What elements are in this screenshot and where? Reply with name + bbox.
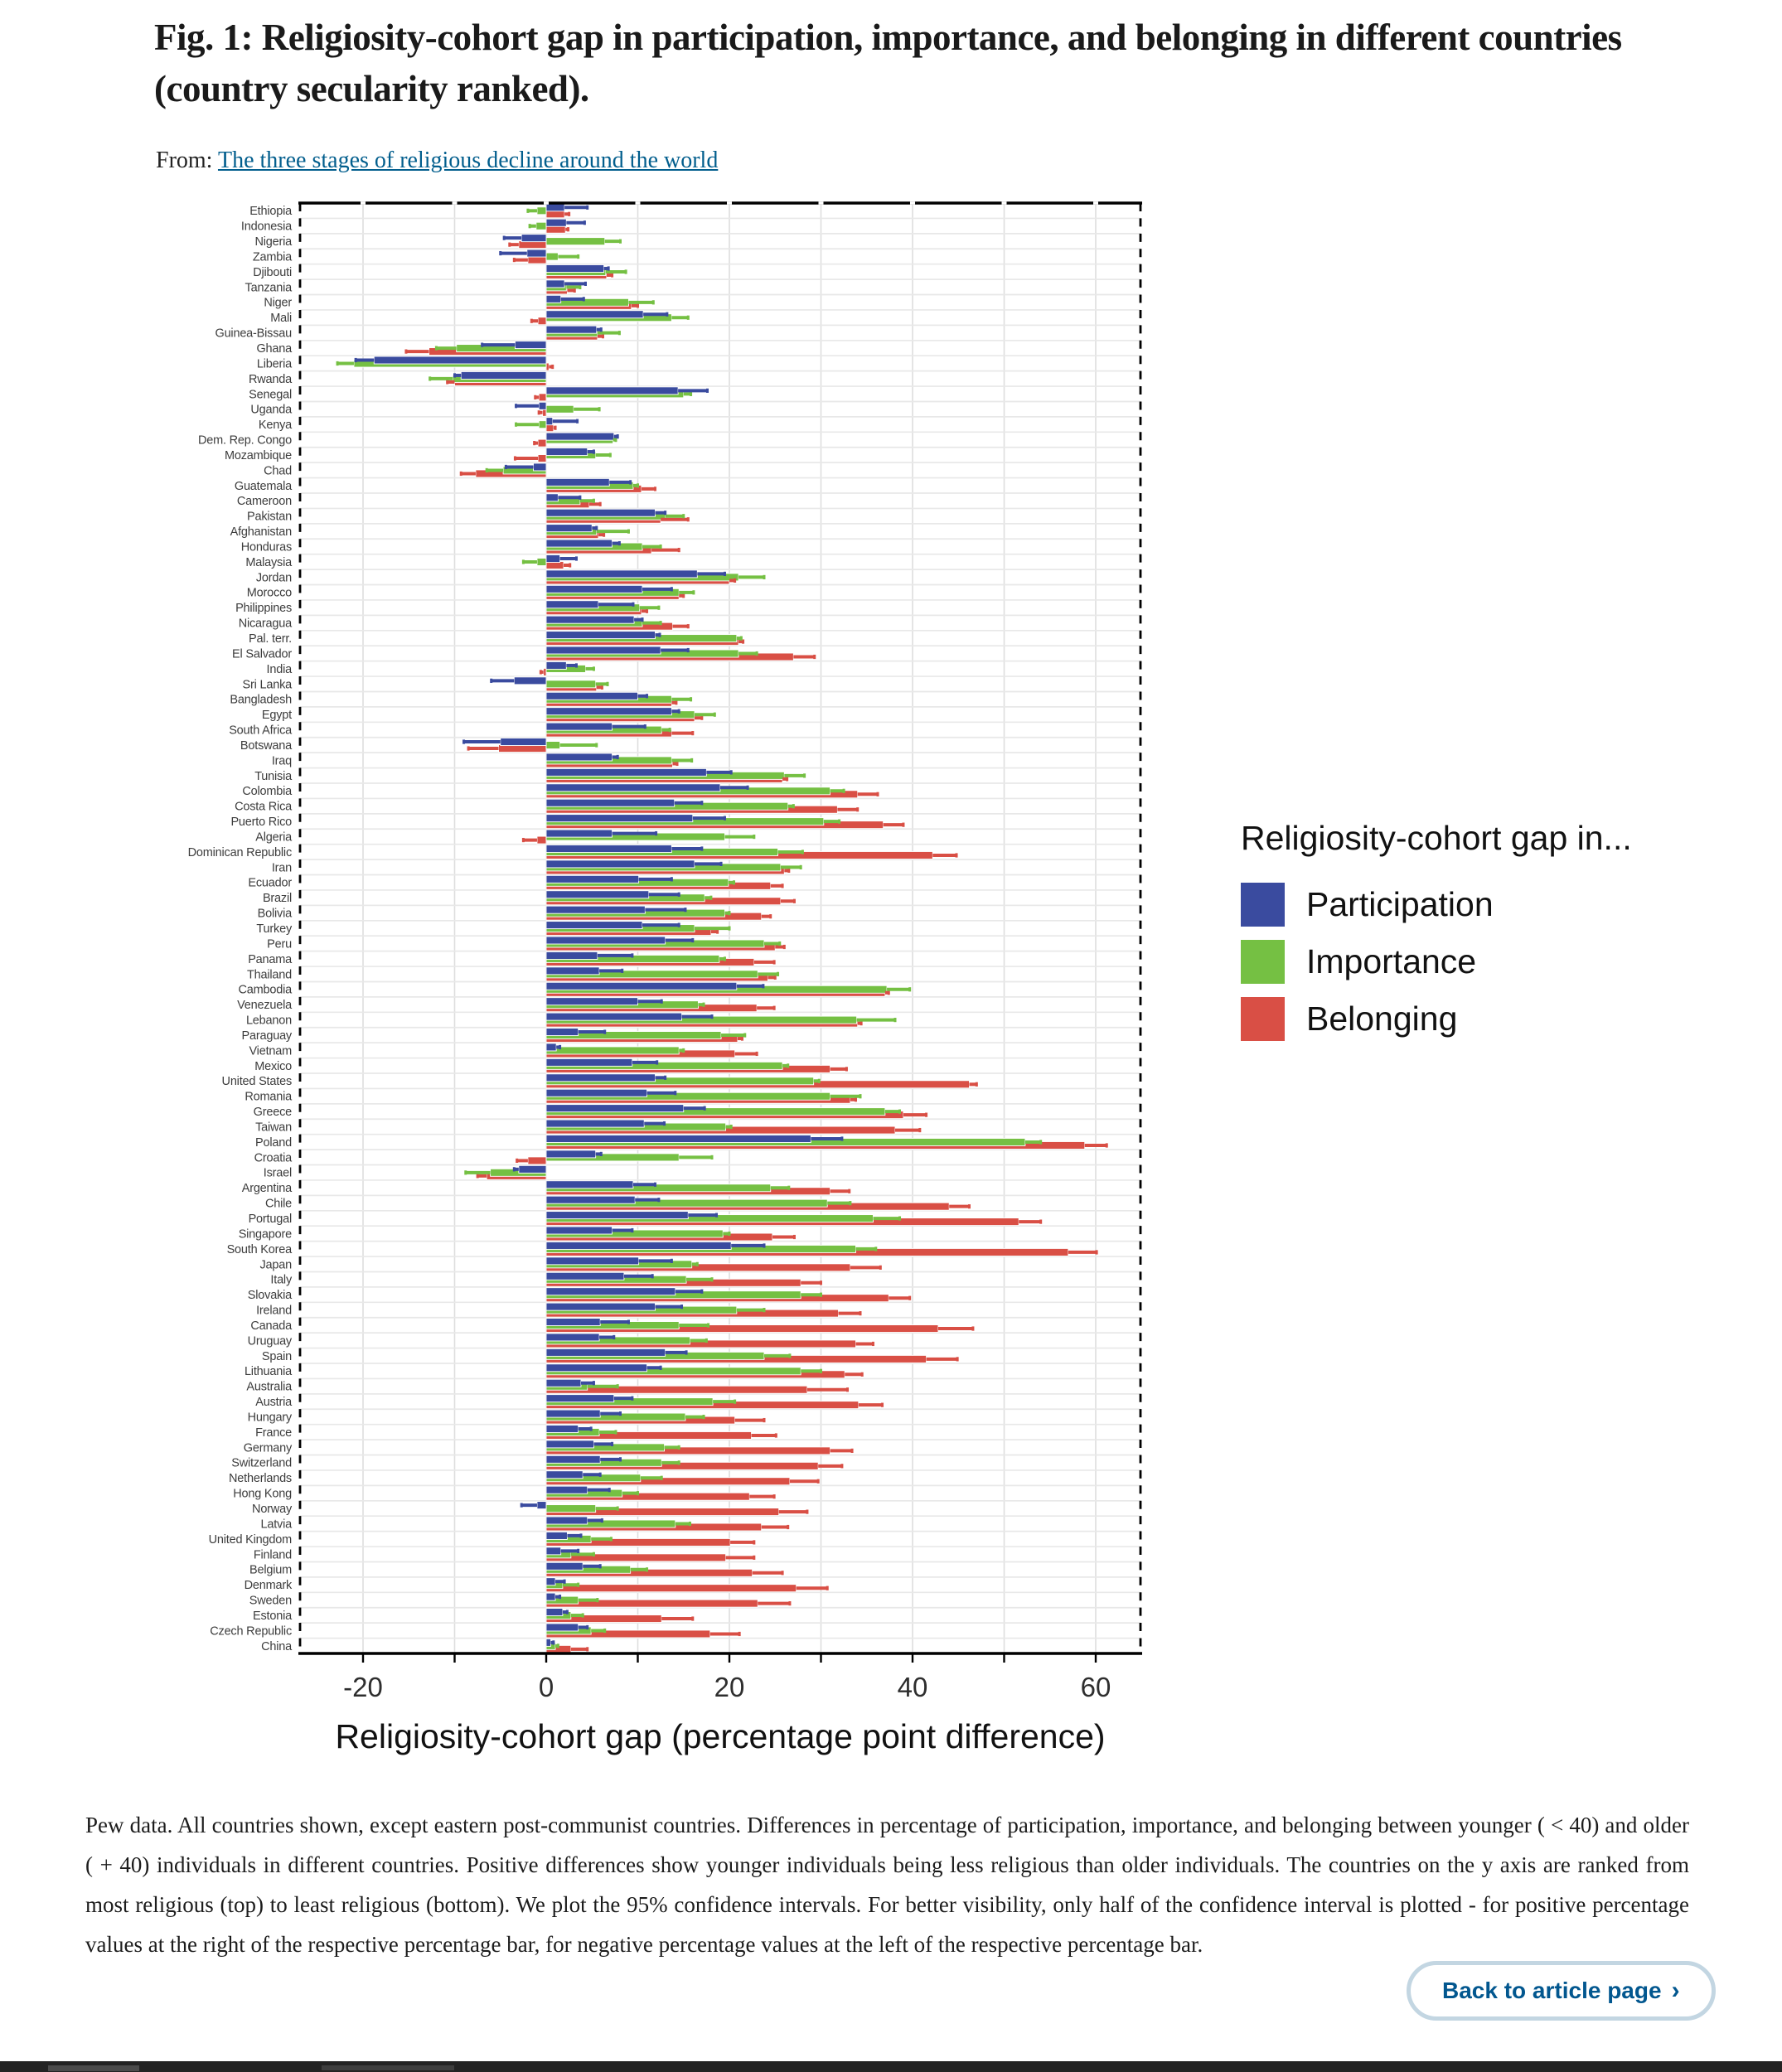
svg-text:Belgium: Belgium — [249, 1563, 292, 1577]
svg-text:Lithuania: Lithuania — [244, 1365, 292, 1379]
svg-text:Chad: Chad — [264, 464, 292, 478]
svg-text:Australia: Australia — [246, 1380, 292, 1394]
svg-text:Sweden: Sweden — [249, 1594, 292, 1608]
svg-text:Zambia: Zambia — [252, 250, 292, 264]
svg-text:Colombia: Colombia — [242, 785, 292, 799]
svg-text:United Kingdom: United Kingdom — [208, 1532, 292, 1547]
svg-text:Paraguay: Paraguay — [241, 1029, 292, 1043]
svg-text:Norway: Norway — [252, 1503, 292, 1516]
svg-text:Croatia: Croatia — [254, 1151, 292, 1165]
participation-swatch — [1241, 883, 1285, 927]
svg-text:Switzerland: Switzerland — [231, 1456, 292, 1470]
svg-text:Hungary: Hungary — [247, 1411, 292, 1425]
legend-item-participation — [1241, 883, 1738, 927]
svg-text:Greece: Greece — [253, 1106, 292, 1120]
chart-canvas — [149, 199, 1185, 1774]
svg-text:France: France — [255, 1426, 292, 1440]
svg-text:India: India — [266, 662, 292, 676]
religiosity-cohort-gap-chart — [149, 199, 1185, 1774]
svg-text:Slovakia: Slovakia — [247, 1289, 292, 1303]
svg-text:Finland: Finland — [253, 1548, 292, 1562]
svg-text:Ecuador: Ecuador — [248, 876, 292, 890]
chart-legend — [1241, 819, 1738, 1054]
svg-text:Cambodia: Cambodia — [238, 983, 292, 997]
svg-text:Netherlands: Netherlands — [229, 1472, 292, 1486]
figure-title: Fig. 1: Religiosity-cohort gap in participation, importance, and belonging in different countries (country secularity ranked). — [154, 17, 1622, 110]
svg-text:Botswana: Botswana — [240, 738, 292, 753]
svg-text:Israel: Israel — [263, 1166, 292, 1180]
svg-text:Brazil: Brazil — [262, 892, 292, 906]
svg-text:60: 60 — [1080, 1672, 1111, 1702]
svg-text:Germany: Germany — [243, 1441, 292, 1455]
chevron-right-icon: › — [1671, 1977, 1680, 2004]
svg-text:Egypt: Egypt — [261, 709, 292, 723]
svg-text:Iraq: Iraq — [271, 754, 292, 768]
svg-text:Romania: Romania — [245, 1090, 292, 1104]
svg-text:Singapore: Singapore — [238, 1227, 292, 1242]
importance-swatch — [1241, 940, 1285, 984]
svg-text:South Korea: South Korea — [226, 1242, 292, 1256]
svg-text:Tunisia: Tunisia — [254, 769, 292, 783]
svg-text:Japan: Japan — [259, 1258, 292, 1272]
svg-text:Panama: Panama — [248, 952, 292, 966]
svg-text:Sri Lanka: Sri Lanka — [242, 678, 292, 692]
svg-text:Latvia: Latvia — [260, 1518, 292, 1532]
svg-text:Rwanda: Rwanda — [249, 372, 292, 386]
svg-text:Austria: Austria — [255, 1396, 292, 1410]
svg-text:Hong Kong: Hong Kong — [233, 1487, 292, 1501]
svg-text:El Salvador: El Salvador — [232, 647, 292, 661]
svg-text:Dominican Republic: Dominican Republic — [187, 845, 292, 859]
svg-text:Vietnam: Vietnam — [249, 1044, 292, 1058]
svg-text:Pal. terr.: Pal. terr. — [249, 632, 292, 646]
svg-text:0: 0 — [538, 1672, 554, 1702]
svg-text:Mexico: Mexico — [254, 1059, 292, 1073]
svg-text:20: 20 — [714, 1672, 745, 1702]
svg-text:Mozambique: Mozambique — [224, 448, 292, 462]
svg-text:Canada: Canada — [250, 1319, 292, 1333]
source-article-link[interactable]: The three stages of religious decline around the world — [217, 148, 719, 173]
svg-text:Ireland: Ireland — [256, 1304, 292, 1318]
svg-text:Indonesia: Indonesia — [240, 220, 292, 234]
figure-source-line — [156, 148, 718, 174]
svg-text:Puerto Rico: Puerto Rico — [230, 816, 292, 830]
svg-text:Senegal: Senegal — [249, 388, 292, 402]
svg-text:Spain: Spain — [261, 1349, 292, 1363]
back-to-article-button[interactable] — [1407, 1961, 1716, 2021]
svg-text:Uruguay: Uruguay — [247, 1334, 292, 1348]
svg-text:Guinea-Bissau: Guinea-Bissau — [215, 327, 292, 341]
svg-text:Chile: Chile — [264, 1197, 292, 1211]
svg-text:Morocco: Morocco — [246, 586, 292, 600]
svg-text:Estonia: Estonia — [253, 1609, 292, 1623]
svg-text:Turkey: Turkey — [256, 922, 292, 936]
legend-item-importance — [1241, 940, 1738, 984]
svg-text:Italy: Italy — [270, 1273, 292, 1287]
figure-caption: Pew data. All countries shown, except eastern post-communist countries. Differences in percentage of participation, importance, and belonging between younger ( < 40) and older ( + 40) individuals in different countries. Positive differences show younger individuals being less religious than older individuals. The countries on the y axis are ranked from most religious (top) to least religious (bottom). We plot the 95% confidence intervals. For better visibility, only half of the confidence interval is plotted - for positive percentage values at the right of the respective percentage bar, for negative percentage values at the left of the respective percentage bar. — [85, 1813, 1689, 1957]
legend-item-belonging — [1241, 997, 1738, 1041]
svg-text:South Africa: South Africa — [229, 724, 292, 738]
bottom-bar-segment — [48, 2065, 139, 2071]
svg-text:Djibouti: Djibouti — [253, 265, 292, 279]
svg-text:Nigeria: Nigeria — [254, 235, 292, 249]
svg-text:Religiosity-cohort gap (percen: Religiosity-cohort gap (percentage point difference) — [335, 1717, 1106, 1755]
legend-label: Participation — [1306, 885, 1494, 923]
svg-text:Honduras: Honduras — [240, 540, 292, 554]
legend-label: Belonging — [1306, 1000, 1458, 1038]
svg-text:Cameroon: Cameroon — [236, 495, 292, 509]
svg-text:Liberia: Liberia — [256, 357, 292, 371]
svg-text:Venezuela: Venezuela — [237, 999, 292, 1013]
svg-text:Uganda: Uganda — [250, 403, 292, 417]
svg-text:Afghanistan: Afghanistan — [230, 525, 292, 540]
bottom-bar-segment — [322, 2065, 454, 2070]
svg-text:Argentina: Argentina — [241, 1182, 292, 1196]
svg-text:Philippines: Philippines — [235, 602, 292, 616]
svg-text:China: China — [261, 1639, 292, 1653]
svg-text:Bolivia: Bolivia — [257, 907, 292, 921]
from-label: From: — [156, 148, 213, 173]
svg-text:Taiwan: Taiwan — [255, 1121, 292, 1135]
svg-text:United States: United States — [221, 1075, 292, 1089]
svg-text:Portugal: Portugal — [248, 1213, 292, 1226]
svg-text:Iran: Iran — [271, 861, 292, 875]
svg-text:Jordan: Jordan — [255, 571, 292, 585]
svg-text:Ethiopia: Ethiopia — [249, 205, 292, 219]
svg-text:40: 40 — [897, 1672, 928, 1702]
svg-text:Malaysia: Malaysia — [245, 555, 292, 569]
svg-text:Niger: Niger — [264, 296, 292, 310]
svg-text:Czech Republic: Czech Republic — [210, 1624, 292, 1639]
svg-text:Bangladesh: Bangladesh — [230, 693, 292, 707]
svg-text:Guatemala: Guatemala — [234, 479, 292, 493]
svg-text:Lebanon: Lebanon — [245, 1014, 292, 1028]
belonging-swatch — [1241, 997, 1285, 1041]
svg-text:Mali: Mali — [270, 312, 292, 326]
svg-text:-20: -20 — [343, 1672, 383, 1702]
legend-title: Religiosity-cohort gap in... — [1241, 819, 1632, 857]
svg-text:Denmark: Denmark — [244, 1579, 292, 1593]
svg-text:Costa Rica: Costa Rica — [235, 800, 292, 814]
svg-text:Poland: Poland — [255, 1135, 292, 1150]
svg-text:Nicaragua: Nicaragua — [238, 617, 292, 631]
svg-text:Peru: Peru — [267, 937, 292, 951]
back-button-label: Back to article page — [1442, 1978, 1662, 2003]
svg-text:Ghana: Ghana — [256, 342, 292, 356]
legend-label: Importance — [1306, 942, 1477, 980]
svg-text:Tanzania: Tanzania — [245, 281, 292, 295]
svg-text:Dem. Rep. Congo: Dem. Rep. Congo — [197, 433, 292, 448]
bottom-bar — [0, 2061, 1782, 2072]
svg-text:Thailand: Thailand — [246, 968, 292, 982]
svg-text:Algeria: Algeria — [255, 830, 292, 845]
svg-text:Pakistan: Pakistan — [246, 510, 292, 524]
svg-text:Kenya: Kenya — [258, 419, 292, 433]
